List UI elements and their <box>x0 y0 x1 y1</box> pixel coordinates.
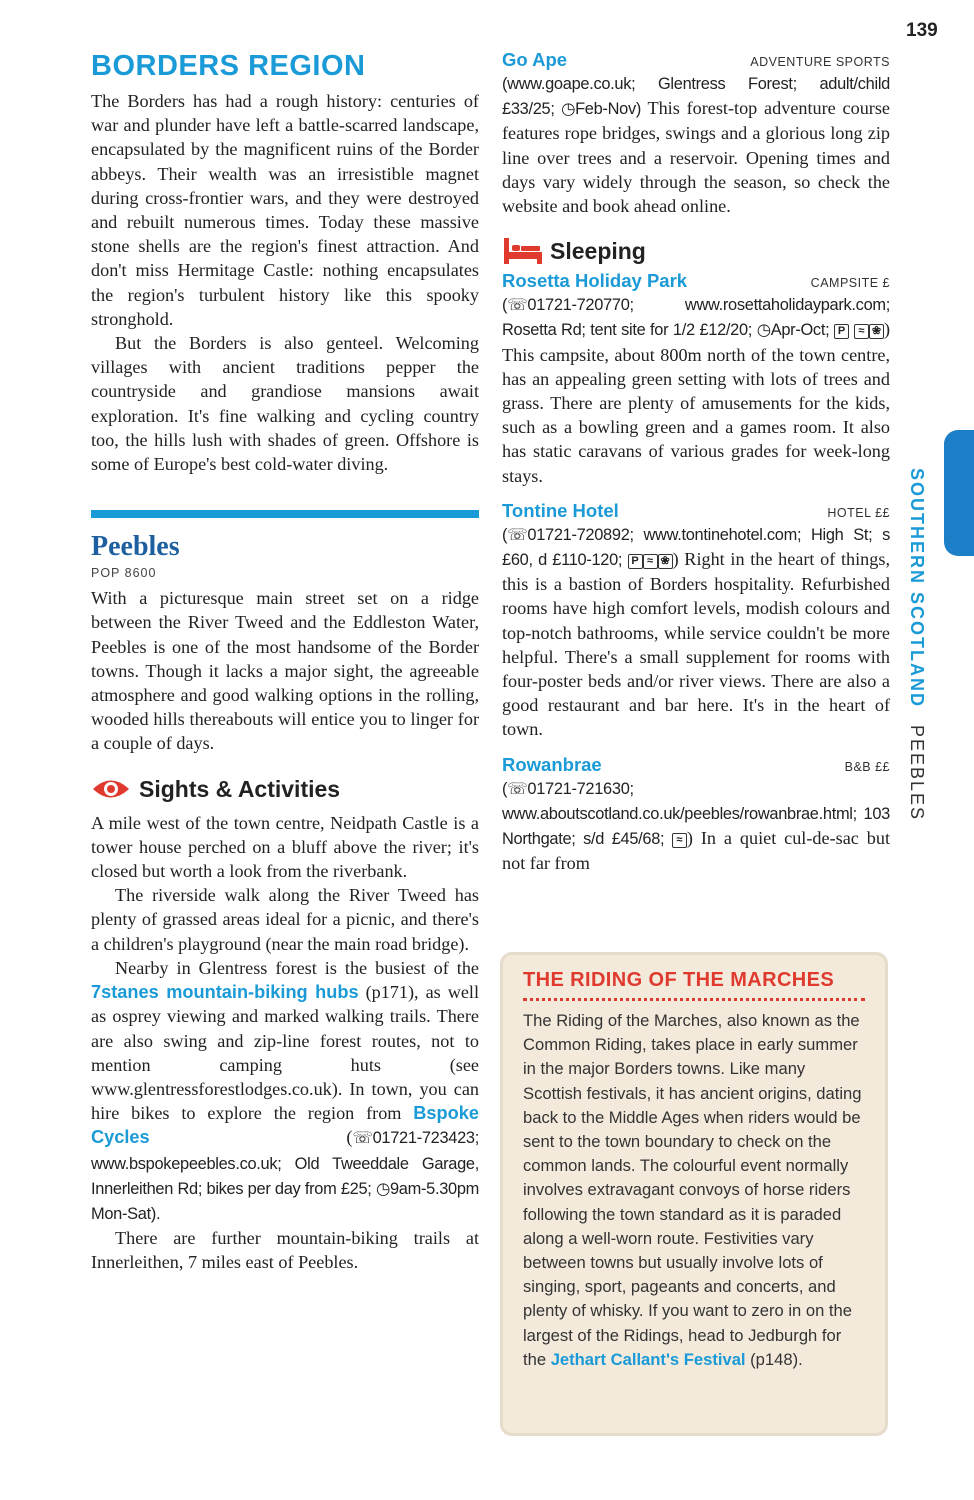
left-column <box>91 47 479 1275</box>
phone-icon: ☏ <box>352 1129 373 1148</box>
listing-type: HOTEL ££ <box>827 505 890 520</box>
right-column <box>502 49 890 875</box>
listing-body <box>502 522 890 742</box>
listing-hours: Apr-Oct; <box>770 321 834 340</box>
listing-details: ( <box>502 525 508 544</box>
sidebar-box <box>500 952 888 1436</box>
listing-body <box>502 71 890 218</box>
clock-icon: ◷ <box>375 1179 390 1198</box>
chapter-section-name: SOUTHERN SCOTLAND <box>907 468 927 708</box>
sights-paragraph-4: There are further mountain-biking trails at Innerleithen, 7 miles east of Peebles. <box>91 1228 479 1273</box>
town-title: Peebles <box>91 531 180 563</box>
listing-hours: Feb-Nov) <box>575 100 642 119</box>
listing-details: (www.goape.co.uk; Glentress Forest; adult/child £33/25; <box>502 75 890 119</box>
wifi-icon: ≈ <box>672 833 687 848</box>
parking-icon: P <box>628 554 643 569</box>
listing-details: 01721-723423; www.bspokepeebles.co.uk; Old Tweeddale Garage, Innerleithen Rd; bikes per day from £25; <box>91 1129 479 1198</box>
population: POP 8600 <box>91 566 157 581</box>
section-divider <box>91 510 479 518</box>
listing-type: CAMPSITE £ <box>810 276 890 291</box>
sights-text: ( <box>149 1127 353 1148</box>
sights-text: (p171), as well as osprey viewing and marked walking trails. There are also swing and zip-line forest routes, not to mention camping huts (see www.glentressforestlodges.co.uk). In town, you can hire bikes to explore the region from <box>91 982 480 1124</box>
pets-icon: ❀ <box>869 324 884 339</box>
sights-text: Nearby in Glentress forest is the busiest of the <box>115 957 479 978</box>
listing-description: ) In a quiet cul-de-sac but not far from <box>502 828 890 874</box>
sights-heading-label: Sights & Activities <box>139 775 341 802</box>
listing-type: B&B ££ <box>844 759 890 774</box>
sidebar-title: THE RIDING OF THE MARCHES <box>523 969 865 1001</box>
sights-paragraph-2: The riverside walk along the River Tweed has plenty of grassed areas ideal for a picnic, and there's a children's playground (near the main road bridge). <box>91 885 479 954</box>
page-number: 139 <box>906 20 938 41</box>
phone-icon: ☏ <box>507 296 528 315</box>
listing-header <box>502 270 890 292</box>
region-title: BORDERS REGION <box>91 50 366 82</box>
link-jethart-callants-festival[interactable]: Jethart Callant's Festival <box>550 1349 746 1369</box>
listing-rowanbrae[interactable]: Rowanbrae <box>502 753 602 775</box>
parking-icon: P <box>834 324 849 339</box>
region-paragraph-1: The Borders has had a rough history: centuries of war and plunder have left a battle-scarred landscape, encapsulated by the magnificent ruins of the Border abbeys. Their wealth was an irresistible magnet during cross-frontier wars, and they were destroyed and rebuilt numerous times. Today these massive stone shells are the region's finest attraction. And don't miss Hermitage Castle: nothing encapsulates the region's turbulent history like this spooky stronghold. <box>91 91 479 329</box>
phone-icon: ☏ <box>507 525 528 544</box>
link-7stanes[interactable]: 7stanes mountain-biking hubs <box>91 982 359 1003</box>
listing-go-ape[interactable]: Go Ape <box>502 49 568 70</box>
clock-icon: ◷ <box>756 321 771 340</box>
chapter-side-label <box>905 468 927 821</box>
listing-description: ) Right in the heart of things, this is a bastion of Borders hospitality. Refurbished rooms have high comfort levels, modish colours and top-notch bathrooms, while service couldn't be more helpful. There's a small supplement for rooms with four-poster beds and/or river views. There are also a good restaurant and bar here. It's in the heart of town. <box>502 549 890 740</box>
sights-heading <box>91 776 479 803</box>
listing-description: This forest-top adventure course features rope bridges, swings and a glorious long zip line over trees and a reservoir. Opening times and days vary widely through the season, so check the website and book ahead online. <box>502 98 890 217</box>
sights-paragraph-3 <box>91 956 479 1226</box>
wifi-icon: ≈ <box>643 554 658 569</box>
listing-details: 01721-720770; www.rosettaholidaypark.com; Rosetta Rd; tent site for 1/2 £12/20; <box>502 296 890 340</box>
listing-body <box>502 292 890 488</box>
listing-details: ( <box>502 296 508 315</box>
listing-header <box>502 49 890 71</box>
listing-rosetta-holiday-park[interactable]: Rosetta Holiday Park <box>502 270 688 292</box>
region-paragraph-2: But the Borders is also genteel. Welcoming villages with ancient traditions pepper the countryside and grandiose mansions await exploration. It's fine walking and cycling country too, the hills lush with shades of green. Offshore is some of Europe's best cold-water diving. <box>91 333 479 475</box>
sidebar-body-end: (p148). <box>745 1349 803 1369</box>
eye-icon <box>91 776 131 802</box>
sights-paragraph-1: A mile west of the town centre, Neidpath Castle is a tower house perched on a bluff above the river; it's closed but worth a look from the riverbank. <box>91 812 479 882</box>
phone-icon: ☏ <box>507 779 528 798</box>
bed-icon <box>502 236 544 266</box>
listing-type: ADVENTURE SPORTS <box>750 55 890 69</box>
town-intro: With a picturesque main street set on a ridge between the River Tweed and the Eddleston Water, Peebles is one of the most handsome of the Border towns. Though it lacks a major sight, the agreeable atmosphere and good walking options in the rolling, wooded hills thereabouts will entice you to linger for a couple of days. <box>91 588 479 754</box>
listing-header <box>502 754 890 776</box>
sidebar-text <box>523 1009 865 1372</box>
listing-header <box>502 500 890 522</box>
listing-hours: 9am-5.30pm Mon-Sat). <box>91 1179 479 1223</box>
sleeping-heading-label: Sleeping <box>550 237 646 264</box>
listing-details: ( <box>502 779 508 798</box>
chapter-town-name: PEEBLES <box>907 725 927 822</box>
listing-description: ) This campsite, about 800m north of the town centre, has an appealing green setting with lots of trees and grass. There are plenty of amusements for the kids, such as a bowling green and a games room. It also has static caravans of various grades for week-long stays. <box>502 319 891 486</box>
link-bspoke-cycles[interactable]: Bspoke Cycles <box>91 1103 479 1148</box>
sidebar-body: The Riding of the Marches, also known as the Common Riding, takes place in early summer in the major Borders towns. Like many Scottish festivals, it has ancient origins, dating back to the Middle Ages when riders would be sent to the town boundary to check on the common lands. The colourful event normally involves extravagant convoys of horse riders following the town standard as it is paraded along a well-worn route. Festivities vary between towns but usually involve lots of singing, sport, pageants and concerts, and plenty of whisky. If you want to zero in on the largest of the Ridings, head to Jedburgh for the <box>523 1011 862 1369</box>
listing-body <box>502 776 890 876</box>
listing-tontine-hotel[interactable]: Tontine Hotel <box>502 499 619 521</box>
listing-details: 01721-721630; www.aboutscotland.co.uk/peebles/rowanbrae.html; 103 Northgate; s/d £45/68; <box>502 779 890 849</box>
clock-icon: ◷ <box>561 100 576 119</box>
sleeping-heading <box>502 236 890 266</box>
chapter-tab <box>944 430 974 556</box>
pets-icon: ❀ <box>658 554 673 569</box>
listing-details: 01721-720892; www.tontinehotel.com; High St; s £60, d £110-120; <box>502 525 890 570</box>
wifi-icon: ≈ <box>854 324 869 339</box>
